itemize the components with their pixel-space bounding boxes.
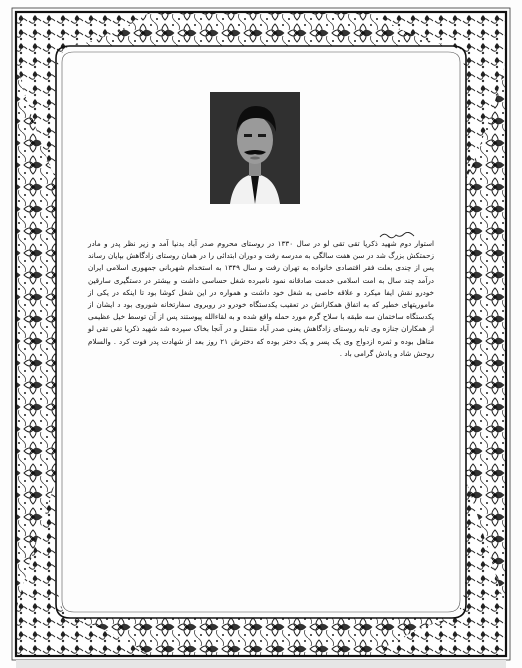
portrait-image xyxy=(210,92,300,204)
biography-text xyxy=(88,238,434,360)
biography-paragraph: استوار دوم شهید ذکریا تقی تقی لو در سال ۱۳۳۰ در روستای محروم صدر آباد بدنیا آمد و زیر نظر پدر و مادر زحمتکش بزرگ شد در سن هفت سالگی به مدرسه رفت و دوران ابتدائی را در همان روستای زادگاهش بپایان رساند پس از چندی بعلت فقر اقتصادی خانواده به تهران رفت و سال ۱۳۴۹ به استخدام شهربانی جمهوری اسلامی ایران درآمد چند سال به امت اسلامی خدمت صادقانه نمود نامبرده شغل حساسی داشت و بیشتر در دستگیری سارقین خودرو نقش ایفا میکرد و علاقه خاصی به شغل خود داشت و همواره در این شغل کوشا بود تا اینکه در یکی از ماموریتهای خطیر که به اتفاق همکارانش در تعقیب یکدستگاه خودرو در روبروی سفارتخانه شوروی بود د ایشان از یکدستگاه ساختمان سه طبقه با سلاح گرم مورد حمله واقع شده و به لقاءالله پیوستند پس از آن توسط خیل عظیمی از همکاران جنازه وی تابه روستای زادگاهش یعنی صدر آباد منتقل و در آنجا بخاک سپرده شد شهید ذکریا تقی تقی لو متاهل بوده و ثمره ازدواج وی یک پسر و یک دختر بوده که دخترش ۲۱ روز بعد از شهادت پدر فوت کرد . والسلام روحش شاد و یادش گرامی باد . xyxy=(88,239,434,358)
portrait-photo xyxy=(210,92,300,204)
